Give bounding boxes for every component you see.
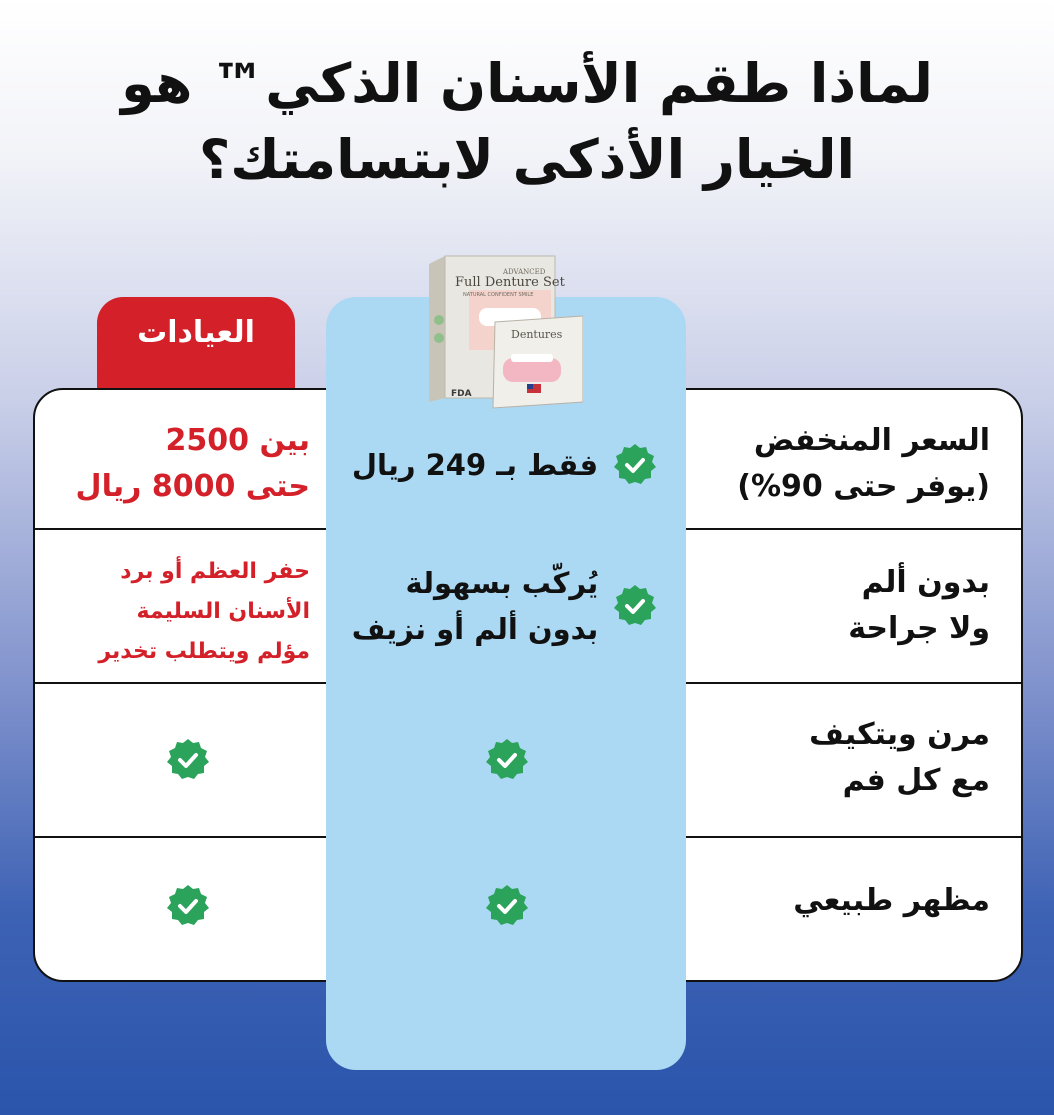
svg-text:FDA: FDA xyxy=(451,389,472,399)
row-2-clinic-line-3: مؤلم ويتطلب تخدير xyxy=(98,639,310,664)
row-1-feature-line-2: (يوفر حتى 90%) xyxy=(737,469,990,504)
row-2-clinic-line-2: الأسنان السليمة xyxy=(136,599,310,624)
check-icon xyxy=(165,883,211,929)
row-1-feature-line-1: السعر المنخفض xyxy=(753,423,990,458)
check-icon xyxy=(612,442,658,488)
row-1-product-cell xyxy=(330,442,680,488)
row-3-feature xyxy=(690,712,990,804)
product-box-image xyxy=(423,250,583,410)
row-1-clinic-cell xyxy=(40,418,310,510)
page-title xyxy=(20,46,1034,198)
row-2-product-line-1: يُركّب بسهولة xyxy=(405,566,599,600)
row-2-clinic-cell xyxy=(40,552,310,672)
row-3-feature-line-2: مع كل فم xyxy=(842,763,990,798)
row-2-product-cell xyxy=(330,560,680,652)
row-3-feature-line-1: مرن ويتكيف xyxy=(809,717,990,752)
row-2-feature xyxy=(690,560,990,652)
row-1-feature xyxy=(690,418,990,510)
title-line-2: الخيار الأذكى لابتسامتك؟ xyxy=(198,128,855,191)
svg-text:ADVANCED: ADVANCED xyxy=(503,268,546,276)
svg-text:NATURAL CONFIDENT SMILE: NATURAL CONFIDENT SMILE xyxy=(463,292,534,298)
row-4-feature xyxy=(690,878,990,924)
row-2-product-text xyxy=(352,560,599,652)
row-1-clinic-line-2: حتى 8000 ريال xyxy=(75,469,310,504)
check-icon xyxy=(165,737,211,783)
check-icon xyxy=(484,883,530,929)
row-2-product-line-2: بدون ألم أو نزيف xyxy=(351,612,599,646)
clinics-column-label: العيادات xyxy=(137,315,255,350)
row-2-clinic-line-1: حفر العظم أو برد xyxy=(120,559,310,584)
check-icon xyxy=(612,583,658,629)
svg-text:Dentures: Dentures xyxy=(511,328,563,341)
row-2-feature-line-2: ولا جراحة xyxy=(848,611,990,646)
row-1-product-text: فقط بـ 249 ريال xyxy=(351,448,599,482)
row-2-feature-line-1: بدون ألم xyxy=(861,565,990,600)
row-1-clinic-line-1: بين 2500 xyxy=(165,423,310,458)
title-line-1: لماذا طقم الأسنان الذكي™ هو xyxy=(121,52,933,115)
svg-text:Full Denture Set: Full Denture Set xyxy=(455,275,565,290)
check-icon xyxy=(484,737,530,783)
row-4-feature-line-1: مظهر طبيعي xyxy=(793,883,990,918)
product-column-highlight xyxy=(326,297,686,1070)
